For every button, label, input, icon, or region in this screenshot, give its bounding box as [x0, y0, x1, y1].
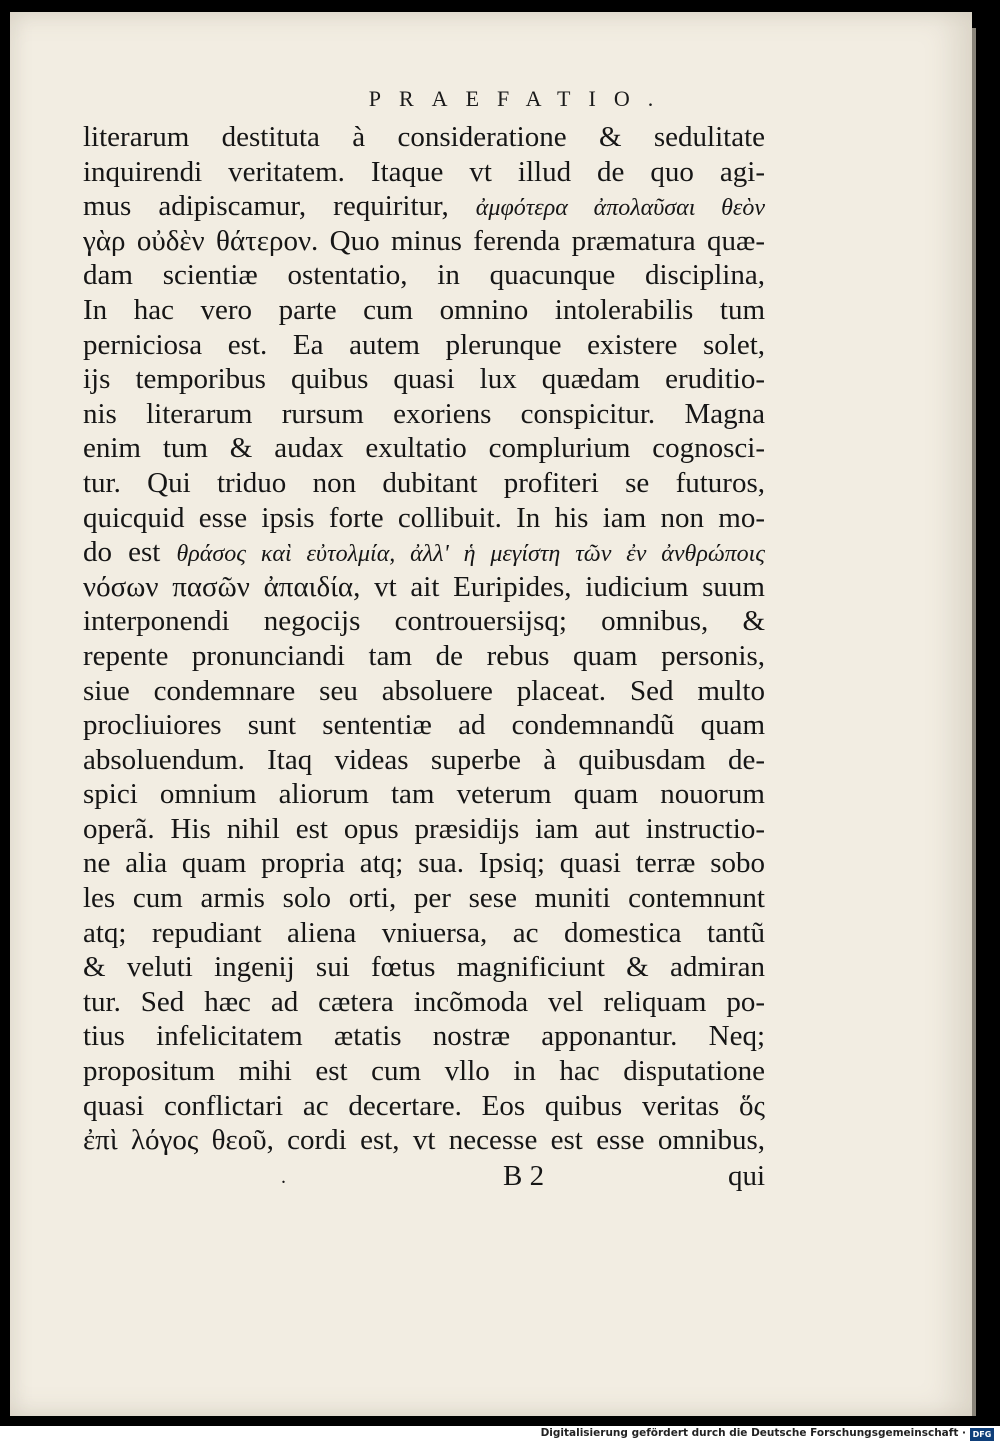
text-line: perniciosa est. Ea autem plerunque existere solet, — [83, 328, 765, 361]
credit-bar — [0, 1426, 1000, 1443]
text-line: inquirendi veritatem. Itaque vt illud de quo agi- — [83, 155, 765, 188]
catchword: qui — [727, 1160, 765, 1192]
text-line — [83, 189, 765, 224]
text-line: tur. Sed hæc ad cætera incõmoda vel reliquam po- — [83, 985, 765, 1018]
text-line-latin: mus adipiscamur, requiritur, — [83, 190, 449, 223]
text-line: literarum destituta à consideratione & sedulitate — [83, 121, 765, 153]
text-line: quicquid esse ipsis forte collibuit. In his iam non mo- — [83, 501, 765, 534]
text-line: tur. Qui triduo non dubitant profiteri se futuros, — [83, 466, 765, 499]
greek-inline: ἀμφότερα ἀπολαῦσαι θεὸν — [475, 195, 765, 222]
text-line: enim tum & audax exultatio complurium cognosci- — [83, 432, 765, 465]
page-edge — [972, 28, 976, 1416]
text-line: procliuiores sunt sententiæ ad condemnandũ quam — [83, 709, 765, 742]
text-line: interponendi negocijs controuersijsq; omnibus, & — [83, 605, 765, 638]
text-line: & veluti ingenij sui fœtus magnificiunt & admiran — [83, 951, 765, 984]
text-line: ne alia quam propria atq; sua. Ipsiq; quasi terræ sobo — [83, 847, 765, 880]
greek-inline: θράσος καὶ εὐτολμία, ἀλλ' ἡ μεγίστη τῶν ἐν ἀνθρώποις — [176, 541, 765, 568]
text-line: ἐπὶ λόγος θεοῦ, cordi est, vt necesse est esse omnibus, — [83, 1124, 765, 1157]
body-text — [83, 120, 765, 1158]
text-line: propositum mihi est cum vllo in hac disputatione — [83, 1055, 765, 1088]
text-line: operã. His nihil est opus præsidijs iam aut instructio- — [83, 812, 765, 845]
text-line: νόσων πασῶν ἀπαιδία, vt ait Euripides, iudicium suum — [83, 570, 765, 603]
text-line: ijs temporibus quibus quasi lux quædam eruditio- — [83, 363, 765, 396]
stray-mark: . — [281, 1166, 286, 1188]
text-line: tius infelicitatem ætatis nostræ apponantur. Neq; — [83, 1020, 765, 1053]
running-head: PRAEFATIO. — [368, 86, 672, 111]
text-line: siue condemnare seu absoluere placeat. Sed multo — [83, 674, 765, 707]
text-line: quasi conflictari ac decertare. Eos quibus veritas ὅς — [83, 1089, 765, 1122]
text-line: absoluendum. Itaq videas superbe à quibusdam de- — [83, 743, 765, 776]
text-line — [83, 535, 765, 570]
text-line: repente pronunciandi tam de rebus quam personis, — [83, 639, 765, 672]
credit-text: Digitalisierung gefördert durch die Deutsche Forschungsgemeinschaft · — [540, 1427, 966, 1439]
text-line: spici omnium aliorum tam veterum quam nouorum — [83, 778, 765, 811]
text-line: les cum armis solo orti, per sese muniti contemnunt — [83, 882, 765, 915]
text-line-latin: do est — [83, 536, 161, 569]
dfg-logo: DFG — [970, 1428, 994, 1441]
text-line: dam scientiæ ostentatio, in quacunque disciplina, — [83, 259, 765, 292]
text-line: In hac vero parte cum omnino intolerabilis tum — [83, 293, 765, 326]
text-line: γὰρ οὐδὲν θάτερον. Quo minus ferenda præmatura quæ- — [83, 224, 765, 257]
signature-mark: B 2 — [503, 1160, 545, 1192]
text-line: atq; repudiant aliena vniuersa, ac domestica tantũ — [83, 916, 765, 949]
text-line: nis literarum rursum exoriens conspicitur. Magna — [83, 397, 765, 430]
page-footer — [83, 1160, 765, 1200]
